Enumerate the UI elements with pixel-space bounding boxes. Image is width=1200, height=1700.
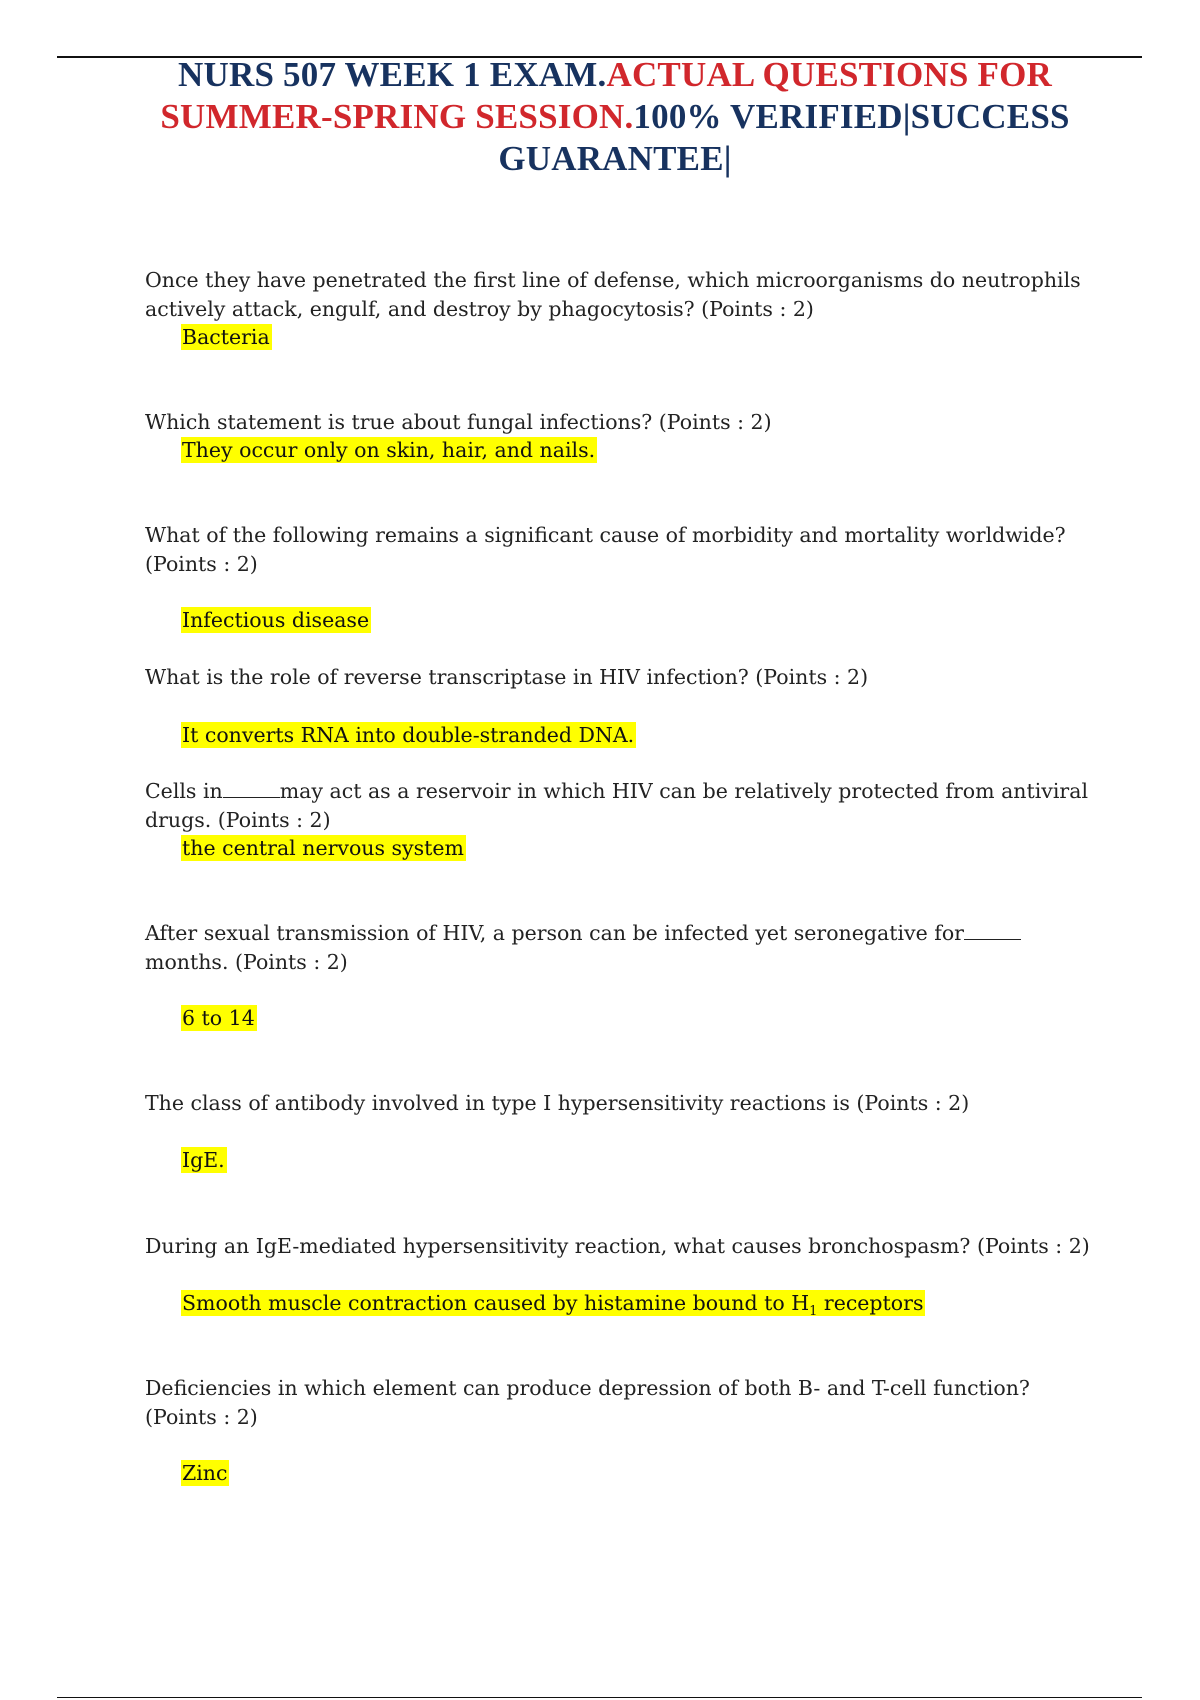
answer-text: Smooth muscle contraction caused by histamine bound to H	[182, 1291, 810, 1315]
fill-in-blank	[964, 921, 1021, 940]
answer-highlight: They occur only on skin, hair, and nails.	[182, 438, 596, 462]
answer-9	[181, 1460, 229, 1487]
answer-highlight: Infectious disease	[182, 608, 370, 632]
title-part-1: NURS 507 WEEK 1 EXAM.	[178, 55, 607, 94]
answer-3	[181, 607, 371, 634]
answer-highlight: Zinc	[182, 1461, 228, 1485]
question-text-before-blank: Cells in	[145, 779, 223, 803]
answer-7	[181, 1147, 227, 1174]
question-4: What is the role of reverse transcriptase in HIV infection? (Points : 2)	[145, 665, 869, 689]
answer-2	[181, 437, 597, 464]
question-1: Once they have penetrated the first line of defense, which microorganisms do neutrophils actively attack, engulf, and destroy by phagocytosis? (Points : 2)	[145, 268, 1081, 321]
question-2: Which statement is true about fungal infections? (Points : 2)	[145, 410, 772, 434]
answer-highlight: It converts RNA into double-stranded DNA.	[182, 723, 635, 747]
answer-5	[181, 835, 466, 862]
question-text-before-blank: After sexual transmission of HIV, a person can be infected yet seronegative for	[145, 921, 964, 945]
answer-6	[181, 1005, 257, 1032]
answer-highlight: IgE.	[182, 1148, 225, 1172]
question-3: What of the following remains a significant cause of morbidity and mortality worldwide? (Points : 2)	[145, 523, 1066, 576]
answer-4	[181, 722, 636, 749]
title-part-2: ACTUAL QUESTIONS FOR SUMMER-SPRING SESSION.	[160, 55, 1052, 136]
question-8: During an IgE-mediated hypersensitivity reaction, what causes bronchospasm? (Points : 2)	[145, 1234, 1090, 1258]
answer-1	[181, 324, 272, 351]
question-text-after-blank: months. (Points : 2)	[145, 949, 348, 974]
fill-in-blank	[223, 779, 280, 798]
answer-highlight: Bacteria	[182, 325, 270, 349]
page-title	[130, 54, 1100, 180]
question-text-after-blank: may act as a reservoir in which HIV can be relatively protected from antiviral drugs. (Points : 2)	[145, 779, 1089, 832]
title-part-3: 100% VERIFIED|SUCCESS GUARANTEE|	[498, 97, 1070, 178]
answer-highlight	[181, 1290, 925, 1320]
answer-8	[181, 1290, 925, 1320]
answer-highlight: the central nervous system	[182, 836, 464, 860]
question-7: The class of antibody involved in type I hypersensitivity reactions is (Points : 2)	[145, 1091, 970, 1115]
answer-text-tail: receptors	[817, 1291, 924, 1315]
question-9: Deficiencies in which element can produce depression of both B- and T-cell function? (Points : 2)	[145, 1376, 1030, 1429]
question-5	[145, 777, 1090, 834]
answer-highlight: 6 to 14	[182, 1006, 255, 1030]
question-6	[145, 919, 1090, 976]
bottom-rule	[57, 1697, 1142, 1698]
answer-subscript: 1	[809, 1304, 818, 1320]
